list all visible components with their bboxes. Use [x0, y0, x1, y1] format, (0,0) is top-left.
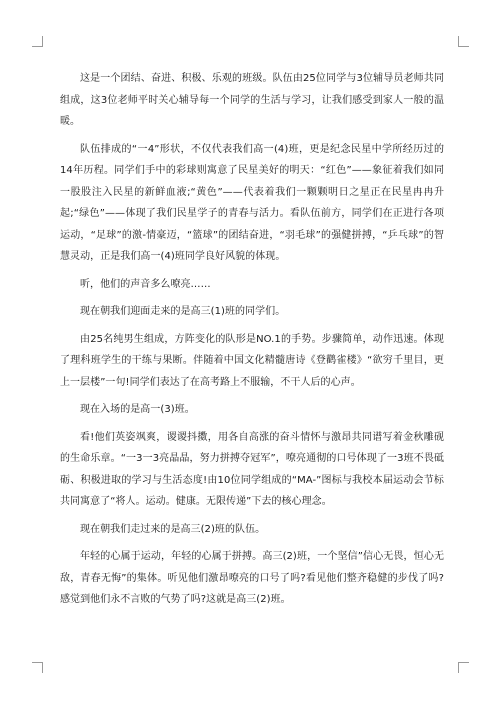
paragraph: 现在朝我们迎面走来的是高三(1)班的同学们。 [80, 306, 286, 317]
document-body [60, 68, 444, 617]
paragraph: 由25名纯男生组成，方阵变化的队形是NO.1的手势。步骤简单，动作迅速。体现了理科班学生的干练与果断。伴随着中国文化精髓唐诗《登鹳雀楼》“欲穷千里目，更上一层楼”一句!同学们表达了在高考路上不服输，不干人后的心声。 [60, 333, 444, 388]
paragraph: 现在朝我们走过来的是高三(2)班的队伍。 [80, 523, 266, 535]
paragraph: 队伍排成的“一4”形状，不仅代表我们高一(4)班，更是纪念民星中学所经历过的14年历程。同学们手中的彩球则寓意了民星美好的明天：“红色”——象征着我们如同一股股注入民星的新鲜血液;“黄色”——代表着我们一颗颗明日之星正在民星冉冉升起;“绿色”——体现了我们民星学子的青春与活力。看队伍前方，同学们在正进行各项运动，“足球”的激-情豪迈，“篮球”的团结奋进，“羽毛球”的强健拼搏，“乒乓球”的智慧灵动，正是我们高一(4)班同学良好风貌的体现。 [60, 143, 444, 262]
paragraph: 看!他们英姿飒爽，谡谡抖擞，用各自高涨的奋斗情怀与激昂共同谱写着金秋雕砚的生命乐章。“一3一3亮晶晶，努力拼搏夺冠军”，嘹亮通彻的口号体现了一3班不畏砥砺、积极进取的学习与生活态度!由10位同学组成的“MA-”图标与我校本届运动会节标共同寓意了“将人。运动。健康。无限传递”下去的核心理念。 [60, 431, 444, 507]
crop-mark-top-left [32, 36, 43, 47]
paragraph: 这是一个团结、奋进、积极、乐观的班级。队伍由25位同学与3位辅导员老师共同组成，这3位老师平时关心辅导每一个同学的生活与学习，让我们感受到家人一般的温暖。 [60, 73, 444, 127]
paragraph: 现在入场的是高一(3)班。 [80, 404, 195, 415]
paragraph: 听，他们的声音多么嘹亮…… [80, 278, 211, 290]
paragraph: 年轻的心属于运动，年轻的心属于拼搏。高三(2)班，一个坚信”信心无畏，恒心无敌，青春无悔”的集体。听见他们激昂嘹亮的口号了吗?看见他们整齐稳健的步伐了吗?感觉到他们永不言败的气势了吗?这就是高三(2)班。 [60, 551, 444, 605]
crop-mark-bottom-right [458, 662, 469, 673]
crop-mark-bottom-left [32, 662, 43, 673]
crop-mark-top-right [458, 36, 469, 47]
